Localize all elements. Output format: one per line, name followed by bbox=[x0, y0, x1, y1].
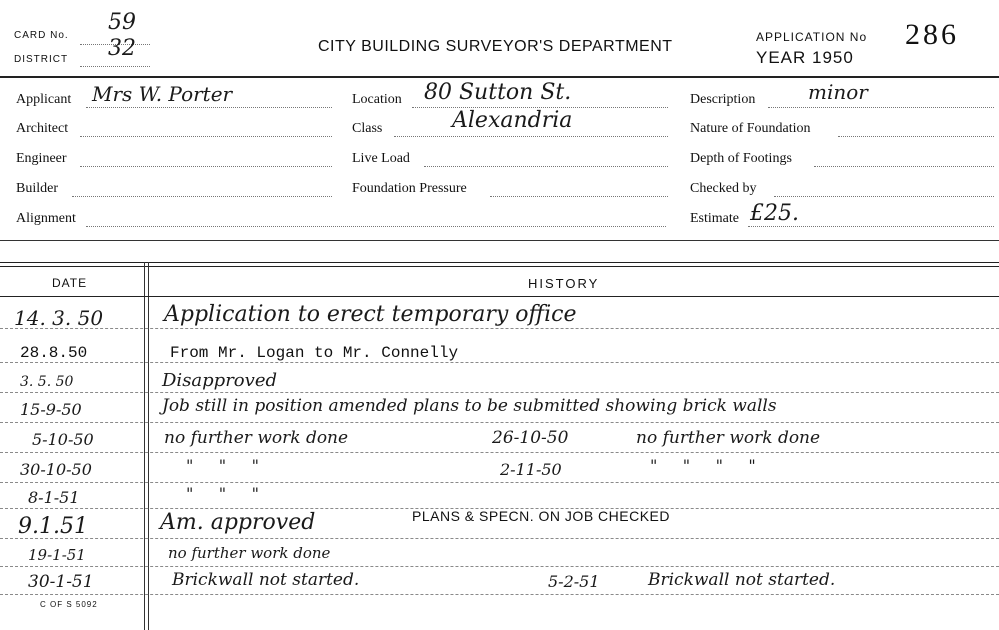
row-date-secondary: 2-11-50 bbox=[500, 460, 562, 479]
row-line bbox=[0, 594, 999, 595]
year-text: YEAR 1950 bbox=[756, 48, 854, 67]
row-history: " " " bbox=[186, 456, 259, 475]
row-date: 9.1.51 bbox=[18, 514, 88, 539]
footer-code: C OF S 5092 bbox=[40, 600, 98, 609]
alignment-line bbox=[86, 226, 666, 227]
row-history: Brickwall not started. bbox=[172, 570, 360, 590]
application-label: APPLICATION No bbox=[756, 30, 868, 44]
header-rule bbox=[0, 76, 999, 78]
builder-line bbox=[72, 196, 332, 197]
row-history: no further work done bbox=[164, 428, 349, 448]
row-date-secondary: 5-2-51 bbox=[548, 572, 600, 591]
date-column-divider-2 bbox=[148, 262, 149, 630]
row-line bbox=[0, 422, 999, 423]
location-label: Location bbox=[352, 92, 402, 107]
row-line bbox=[0, 452, 999, 453]
row-date: 14. 3. 50 bbox=[14, 306, 104, 330]
live-load-line bbox=[424, 166, 668, 167]
applicant-line bbox=[86, 107, 332, 108]
nature-foundation-line bbox=[838, 136, 994, 137]
card-no-value: 59 bbox=[108, 10, 136, 35]
row-date: 28.8.50 bbox=[20, 344, 88, 362]
row-line bbox=[0, 392, 999, 393]
row-date: 30-1-51 bbox=[28, 572, 94, 592]
alignment-label: Alignment bbox=[16, 211, 76, 226]
date-column-divider bbox=[144, 262, 145, 630]
live-load-label: Live Load bbox=[352, 151, 410, 166]
checked-by-label: Checked by bbox=[690, 181, 757, 196]
architect-line bbox=[80, 136, 332, 137]
depth-footings-label: Depth of Footings bbox=[690, 151, 792, 166]
department-title: CITY BUILDING SURVEYOR'S DEPARTMENT bbox=[318, 38, 673, 55]
district-label: DISTRICT bbox=[14, 54, 69, 65]
engineer-label: Engineer bbox=[16, 151, 67, 166]
description-value: minor bbox=[808, 80, 868, 104]
row-history: From Mr. Logan to Mr. Connelly bbox=[170, 344, 459, 362]
depth-footings-line bbox=[814, 166, 994, 167]
location-value: 80 Sutton St. bbox=[424, 80, 572, 105]
date-header: DATE bbox=[52, 276, 88, 290]
row-history: " " " bbox=[186, 484, 259, 503]
header-bottom-rule bbox=[0, 296, 999, 297]
builder-label: Builder bbox=[16, 181, 58, 196]
row-date: 5-10-50 bbox=[32, 430, 94, 449]
applicant-label: Applicant bbox=[16, 92, 72, 107]
approval-stamp: PLANS & SPECN. ON JOB CHECKED bbox=[412, 508, 671, 524]
class-value: Alexandria bbox=[452, 108, 573, 133]
foundation-pressure-line bbox=[490, 196, 668, 197]
row-history-secondary: no further work done bbox=[636, 428, 821, 448]
estimate-value: £25. bbox=[750, 201, 799, 226]
class-label: Class bbox=[352, 121, 383, 136]
row-date: 15-9-50 bbox=[20, 400, 82, 419]
row-line bbox=[0, 482, 999, 483]
row-history: Job still in position amended plans to be submitted showing brick walls bbox=[162, 396, 777, 416]
foundation-pressure-label: Foundation Pressure bbox=[352, 181, 467, 196]
row-history-secondary: " " " " bbox=[650, 456, 756, 475]
row-date: 3. 5. 50 bbox=[20, 374, 74, 390]
district-line bbox=[80, 66, 150, 67]
row-history: no further work done bbox=[168, 544, 331, 562]
class-line bbox=[394, 136, 668, 137]
row-line bbox=[0, 566, 999, 567]
row-history: Am. approved bbox=[160, 510, 316, 535]
application-number: 286 bbox=[905, 18, 959, 51]
row-date: 8-1-51 bbox=[28, 488, 80, 507]
row-history: Disapproved bbox=[162, 370, 277, 391]
applicant-value: Mrs W. Porter bbox=[92, 82, 233, 106]
description-line bbox=[768, 107, 994, 108]
fields-rule bbox=[0, 240, 999, 241]
description-label: Description bbox=[690, 92, 756, 107]
row-history-secondary: Brickwall not started. bbox=[648, 570, 836, 590]
card-no-label: CARD No. bbox=[14, 30, 69, 41]
estimate-label: Estimate bbox=[690, 211, 739, 226]
table-top-rule-2 bbox=[0, 266, 999, 267]
table-top-rule bbox=[0, 262, 999, 263]
row-line bbox=[0, 362, 999, 363]
district-value: 32 bbox=[108, 36, 136, 61]
row-line bbox=[0, 328, 999, 329]
row-date: 30-10-50 bbox=[20, 460, 92, 479]
row-line bbox=[0, 538, 999, 539]
estimate-line bbox=[748, 226, 994, 227]
checked-by-line bbox=[774, 196, 994, 197]
architect-label: Architect bbox=[16, 121, 69, 136]
history-header: HISTORY bbox=[528, 276, 600, 291]
engineer-line bbox=[80, 166, 332, 167]
row-date: 19-1-51 bbox=[28, 546, 86, 564]
nature-foundation-label: Nature of Foundation bbox=[690, 121, 811, 136]
row-history: Application to erect temporary office bbox=[164, 302, 577, 327]
row-date-secondary: 26-10-50 bbox=[492, 428, 569, 448]
